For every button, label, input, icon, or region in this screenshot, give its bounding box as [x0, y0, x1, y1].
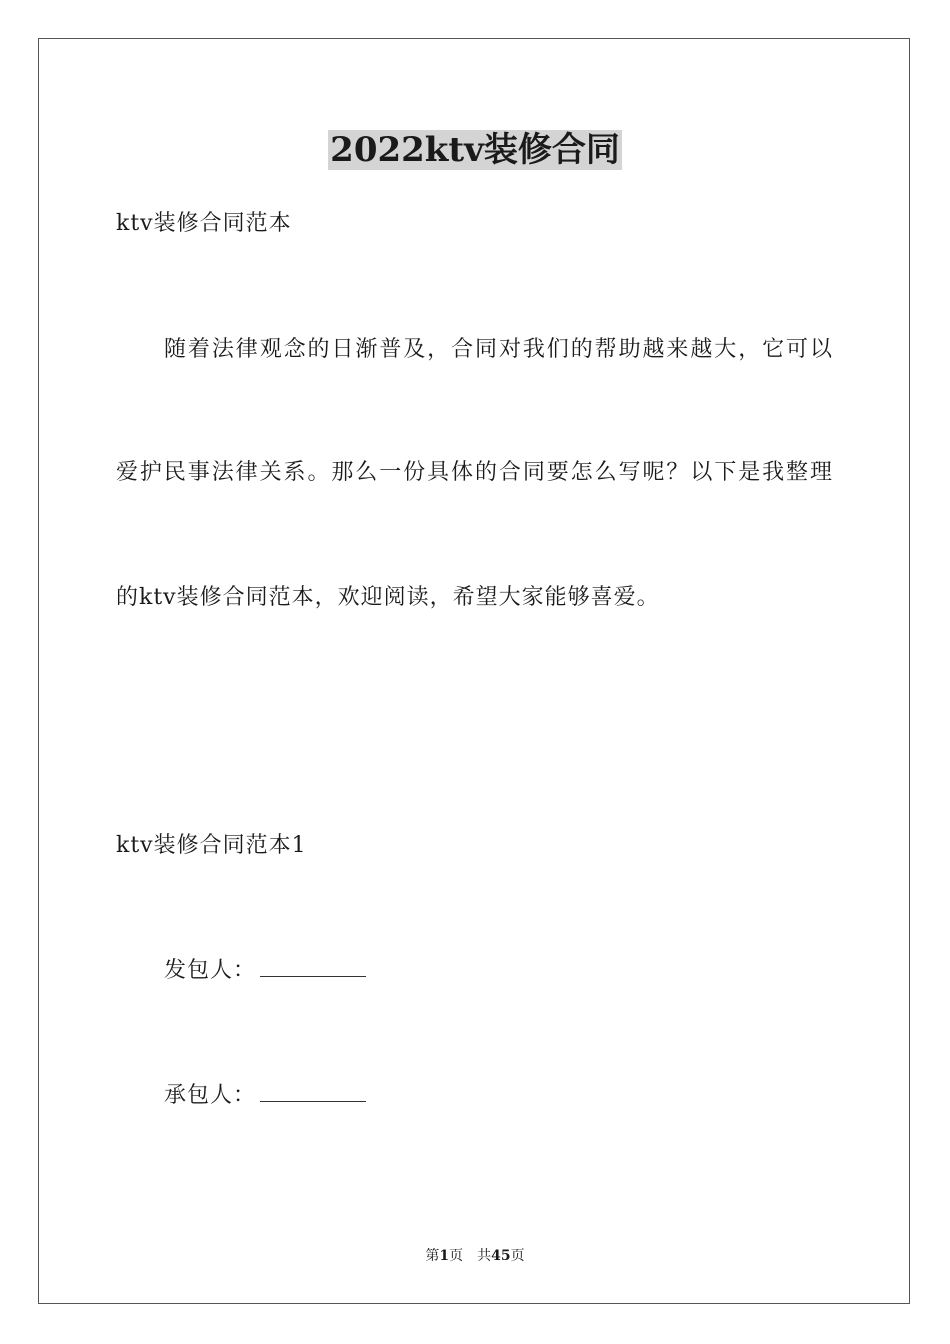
document-title-text: 2022ktv装修合同	[330, 130, 620, 170]
footer-suffix: 页	[510, 1248, 525, 1264]
intro-line-2: 爱护民事法律关系。那么一份具体的合同要怎么写呢？以下是我整理	[116, 460, 832, 485]
footer-page-total: 45	[491, 1248, 511, 1264]
intro-line-1: 随着法律观念的日渐普及，合同对我们的帮助越来越大，它可以	[164, 337, 832, 362]
footer-prefix: 第	[425, 1248, 440, 1264]
party-a-row	[164, 956, 366, 986]
party-b-blank	[260, 1083, 366, 1102]
intro-line-3: 的ktv装修合同范本，欢迎阅读，希望大家能够喜爱。	[116, 585, 660, 610]
footer-mid: 页 共	[449, 1248, 492, 1264]
document-title	[0, 128, 950, 172]
party-a-label: 发包人：	[164, 958, 257, 983]
document-subtitle: ktv装修合同范本	[116, 211, 292, 236]
page-footer	[0, 1246, 950, 1266]
footer-page-number: 1	[439, 1248, 450, 1264]
section-heading: ktv装修合同范本1	[116, 833, 307, 858]
party-b-label: 承包人：	[164, 1083, 257, 1108]
party-b-row	[164, 1081, 366, 1111]
party-a-blank	[260, 958, 366, 977]
